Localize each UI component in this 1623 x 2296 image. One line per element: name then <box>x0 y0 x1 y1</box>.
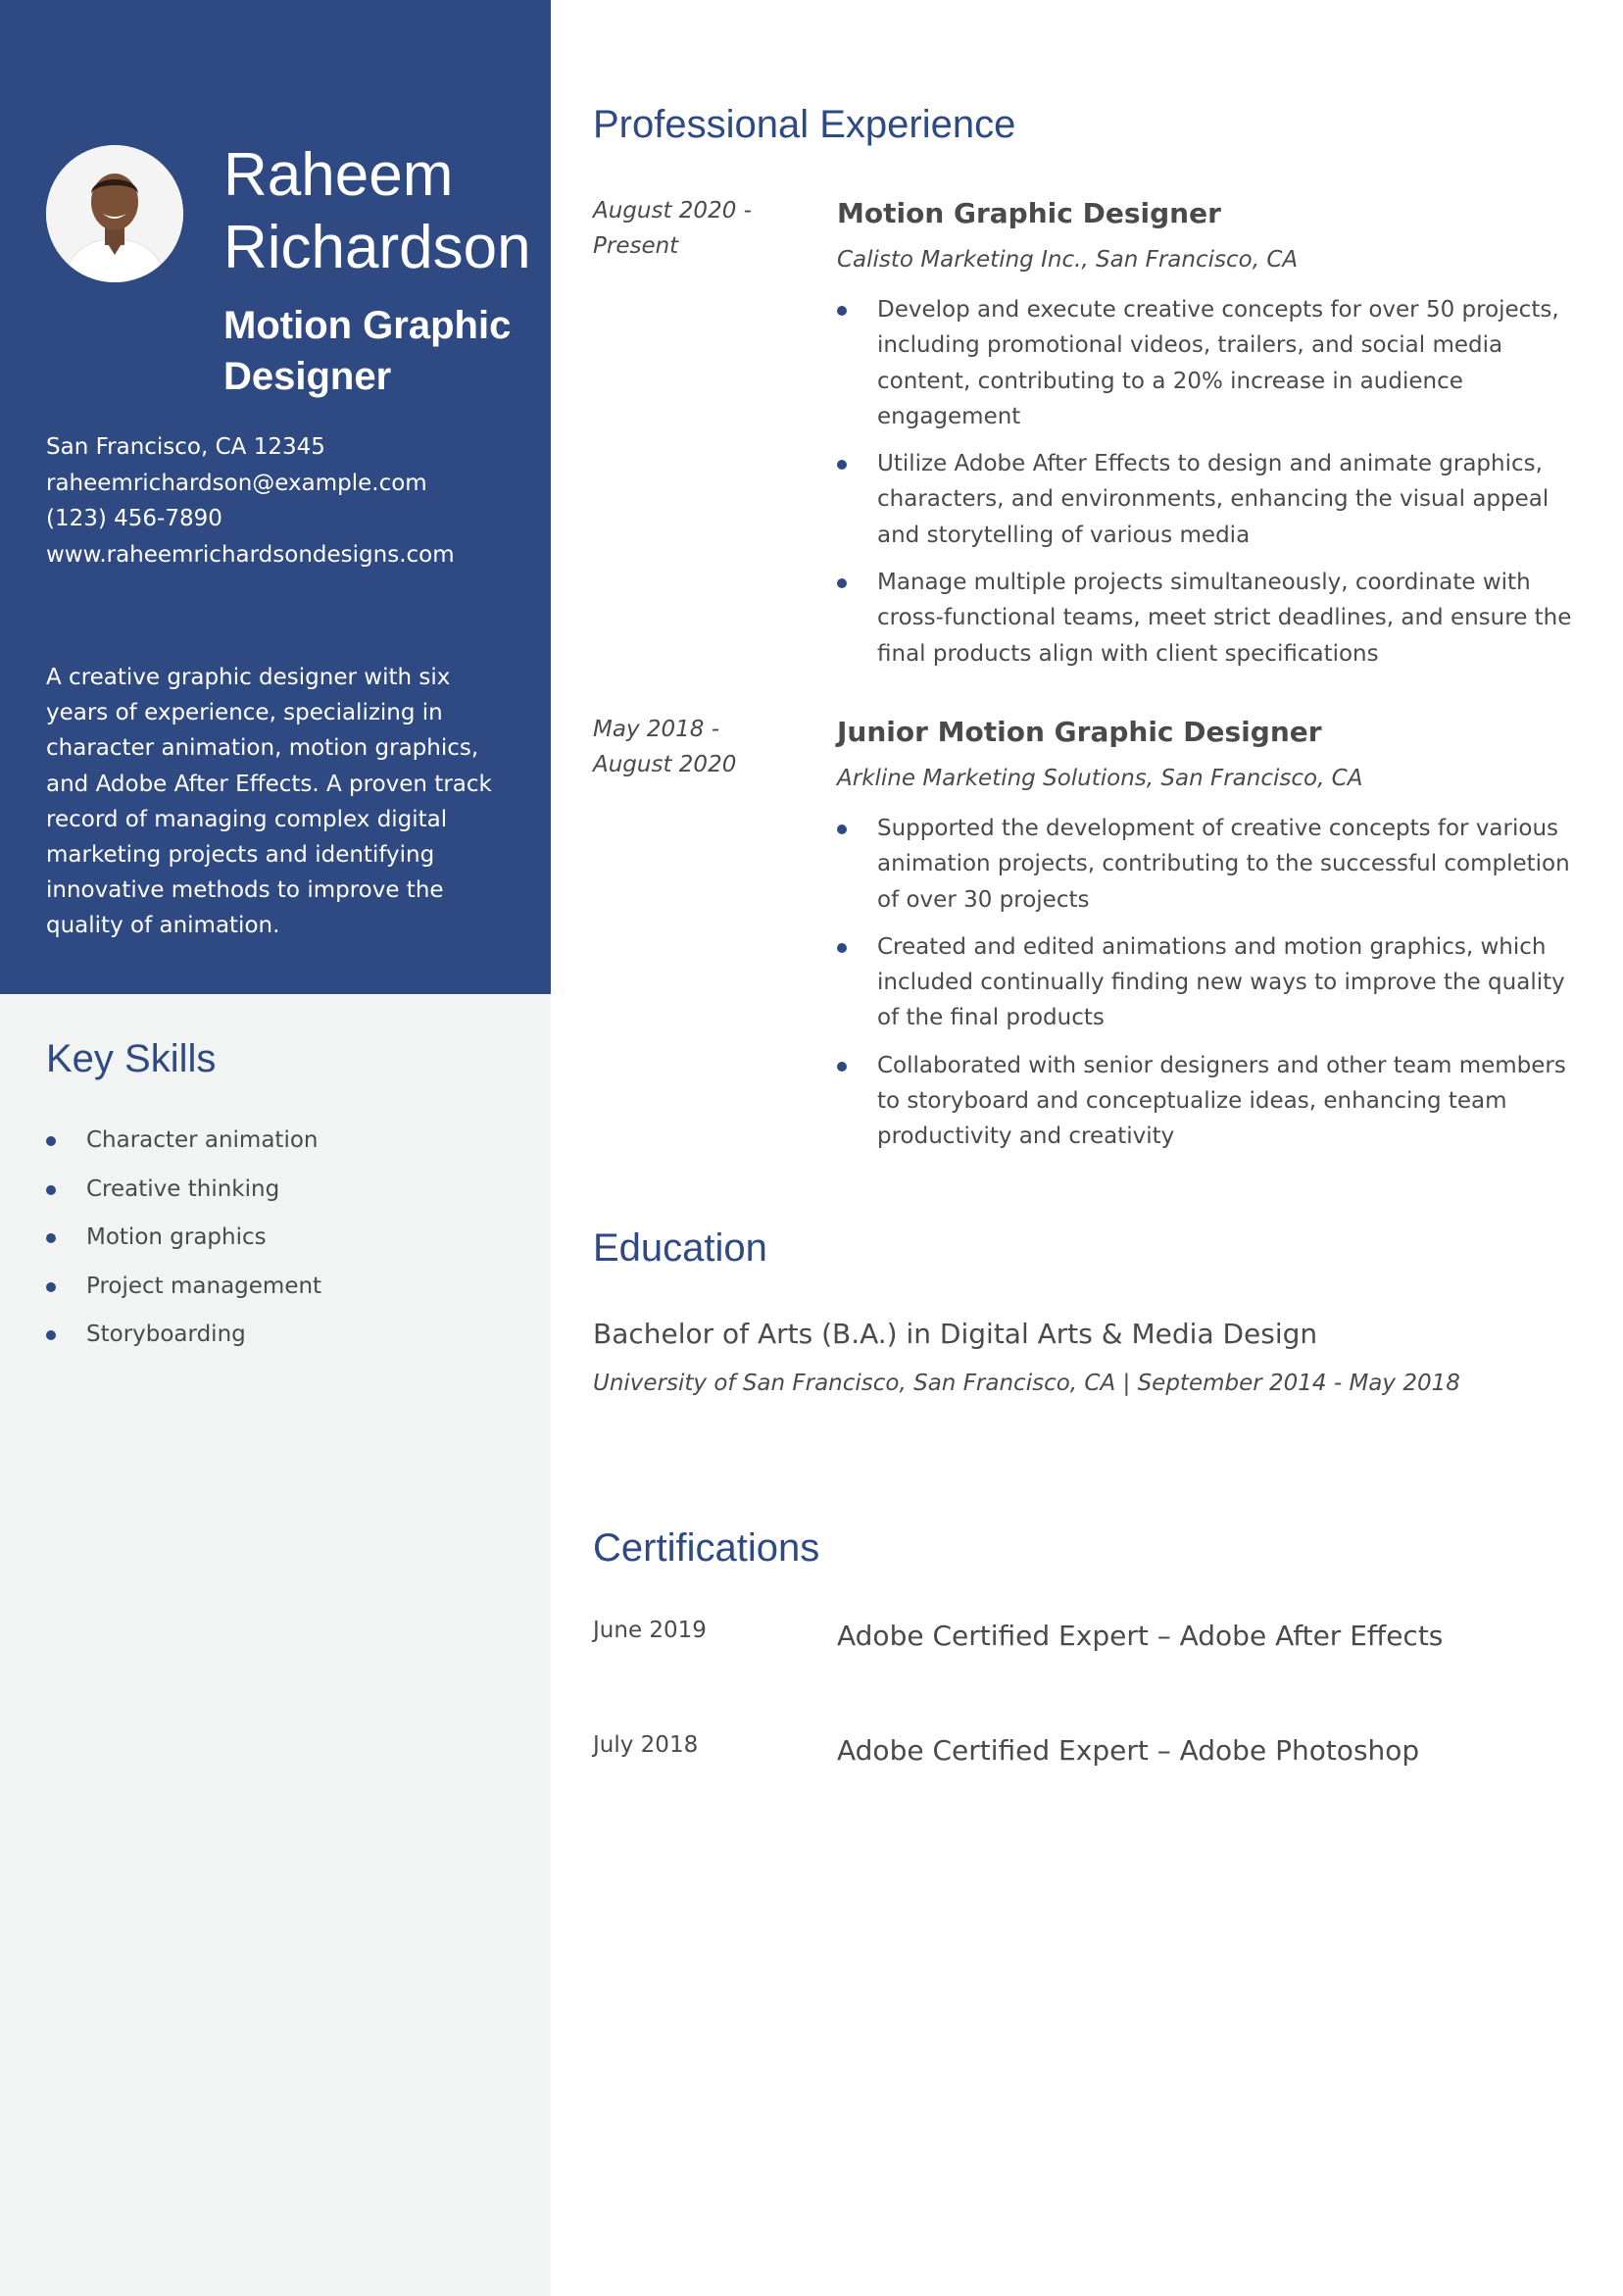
portrait-photo <box>46 145 183 282</box>
contact-phone: (123) 456-7890 <box>46 506 222 531</box>
profile-summary: A creative graphic designer with six years of experience, specializing in character animation, motion graphics, and Adobe After Effects. A proven track record of managing complex digital marketing projects and identifying innovative methods to improve the quality of animation. <box>46 665 492 939</box>
job-company: Arkline Marketing Solutions, San Francisco, CA <box>837 766 1363 791</box>
cert-date: July 2018 <box>593 1732 699 1758</box>
skills-list <box>46 1123 321 1367</box>
job-dates: August 2020 - Present <box>593 198 752 259</box>
job-bullet: Develop and execute creative concepts for over 50 projects, including promotional videos, trailers, and social media content, contributing to a 20% increase in audience engagement <box>837 292 1582 434</box>
contact-website[interactable]: www.raheemrichardsondesigns.com <box>46 541 455 568</box>
candidate-name: Raheem Richardson <box>223 141 531 281</box>
avatar <box>46 145 183 282</box>
contact-location: San Francisco, CA 12345 <box>46 434 325 460</box>
contact-info <box>46 429 536 573</box>
cert-name: Adobe Certified Expert – Adobe After Effects <box>837 1620 1444 1652</box>
skills-heading: Key Skills <box>46 1037 217 1080</box>
cert-date: June 2019 <box>593 1618 707 1643</box>
skill-item: Character animation <box>46 1123 321 1173</box>
job-bullet: Supported the development of creative concepts for various animation projects, contributing to the successful completion of over 30 projects <box>837 811 1582 918</box>
certifications-heading: Certifications <box>593 1526 820 1570</box>
job-dates: May 2018 - August 2020 <box>593 717 737 777</box>
contact-email[interactable]: raheemrichardson@example.com <box>46 470 427 496</box>
job-bullet: Created and edited animations and motion graphics, which included continually finding new ways to improve the quality of the final products <box>837 929 1582 1036</box>
job-bullet: Utilize Adobe After Effects to design and animate graphics, characters, and environments, enhancing the visual appeal and storytelling of various media <box>837 446 1582 553</box>
job-bullet: Collaborated with senior designers and other team members to storyboard and conceptualize ideas, enhancing team productivity and creativity <box>837 1048 1582 1155</box>
job-company: Calisto Marketing Inc., San Francisco, CA <box>837 247 1299 273</box>
school-info: University of San Francisco, San Francisco, CA | September 2014 - May 2018 <box>593 1371 1460 1396</box>
experience-heading: Professional Experience <box>593 103 1016 146</box>
skill-item: Creative thinking <box>46 1173 321 1222</box>
job-bullet: Manage multiple projects simultaneously, coordinate with cross-functional teams, meet strict deadlines, and ensure the final products align with client specifications <box>837 565 1582 672</box>
job-title: Junior Motion Graphic Designer <box>837 716 1322 748</box>
skill-item: Project management <box>46 1270 321 1319</box>
degree: Bachelor of Arts (B.A.) in Digital Arts & Media Design <box>593 1318 1318 1350</box>
job-bullets <box>837 292 1582 683</box>
job-bullets <box>837 811 1582 1167</box>
skill-item: Motion graphics <box>46 1221 321 1270</box>
job-title: Motion Graphic Designer <box>837 197 1221 229</box>
skill-item: Storyboarding <box>46 1318 321 1367</box>
education-heading: Education <box>593 1226 767 1270</box>
candidate-role: Motion Graphic Designer <box>223 304 512 398</box>
cert-name: Adobe Certified Expert – Adobe Photoshop <box>837 1734 1420 1767</box>
